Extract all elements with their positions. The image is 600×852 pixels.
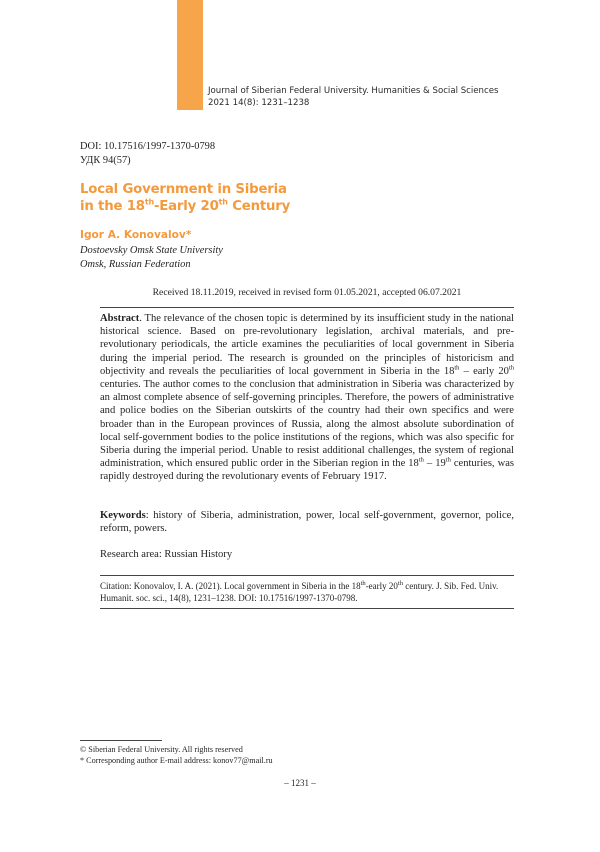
citation-text: Citation: Konovalov, I. A. (2021). Local government in Siberia in the 18 (100, 581, 361, 591)
title-text: Century (227, 199, 291, 214)
keywords-text: : history of Siberia, administration, power, local self-government, governor, police, reform, powers. (100, 510, 514, 535)
abstract-sup: th (508, 364, 514, 372)
doi: DOI: 10.17516/1997-1370-0798 (80, 141, 216, 152)
abstract-text: . The relevance of the chosen topic is determined by its insufficient study in the national historical science. Based on pre-revolutionary legislation, archival materials, and pre-revolutionary periodicals, the article examines the peculiarities of local government in Siberia during the imperial period. The research is grounded on the principles of historicism and objectivity and reveals the peculiarities of local government in Siberia in the 18 (100, 313, 514, 377)
location: Omsk, Russian Federation (80, 258, 191, 270)
abstract-sup: th (454, 364, 460, 372)
footnote-rule (80, 740, 162, 741)
keywords (100, 509, 514, 535)
citation-sup: th (360, 580, 366, 587)
header-accent-bar (177, 0, 203, 110)
abstract-label: Abstract (100, 313, 140, 324)
abstract-sup: th (445, 456, 451, 464)
journal-name: Journal of Siberian Federal University. Humanities & Social Sciences (208, 86, 499, 96)
university: Dostoevsky Omsk State University (80, 245, 223, 256)
citation (100, 580, 514, 604)
article-identifiers (80, 140, 215, 167)
abstract-text: – early 20 (459, 365, 509, 377)
title-sup: th (218, 197, 228, 207)
citation-bottom-rule (100, 608, 514, 609)
citation-text: century. J. Sib. Fed. Univ. Humanit. soc. sci., 14(8), 1231–1238. DOI: 10.17516/1997-1370-0798. (100, 581, 499, 603)
title-line-1: Local Government in Siberia (80, 182, 287, 197)
journal-issue: 2021 14(8): 1231–1238 (208, 97, 310, 108)
author-affiliation (80, 244, 223, 271)
citation-top-rule (100, 575, 514, 576)
abstract-sup: th (418, 456, 424, 464)
abstract-text: – 19 (423, 458, 446, 470)
article-title (80, 181, 290, 215)
title-sup: th (144, 197, 154, 207)
citation-text: -early 20 (365, 581, 398, 591)
title-line-2 (80, 198, 290, 215)
journal-header (208, 86, 499, 109)
citation-sup: th (397, 580, 403, 587)
keywords-label: Keywords (100, 510, 146, 521)
page-number: – 1231 – (284, 778, 316, 788)
author-name: Igor A. Konovalov* (80, 229, 192, 241)
research-area: Research area: Russian History (100, 549, 233, 560)
abstract-text: centuries. The author comes to the conclusion that administration in Siberia was characterized by an almost complete absence of self-governing principles. Therefore, the powers of administrative and police bodies on the Siberian outskirts of the country had their own specifics and were broader than in the European provinces of Russia, along the almost absolute subordination of local self-government bodies to the police institutions of the regions, which was also specific for Siberia during the imperial period. Unable to resist additional challenges, the system of regional administration, which ensured public order in the Siberian region in the 18 (100, 379, 514, 470)
received-dates: Received 18.11.2019, received in revised form 01.05.2021, accepted 06.07.2021 (152, 287, 462, 298)
copyright-note: © Siberian Federal University. All rights reserved (80, 745, 243, 754)
title-text: in the 18 (80, 199, 145, 214)
udk: УДК 94(57) (80, 154, 131, 166)
abstract-text: centuries, was rapidly destroyed during the revolutionary events of February 1917. (100, 458, 514, 483)
corresponding-author-note: * Corresponding author E-mail address: konov77@mail.ru (80, 756, 273, 765)
abstract (100, 312, 514, 484)
title-text: -Early 20 (153, 199, 219, 214)
abstract-top-rule (100, 307, 514, 308)
